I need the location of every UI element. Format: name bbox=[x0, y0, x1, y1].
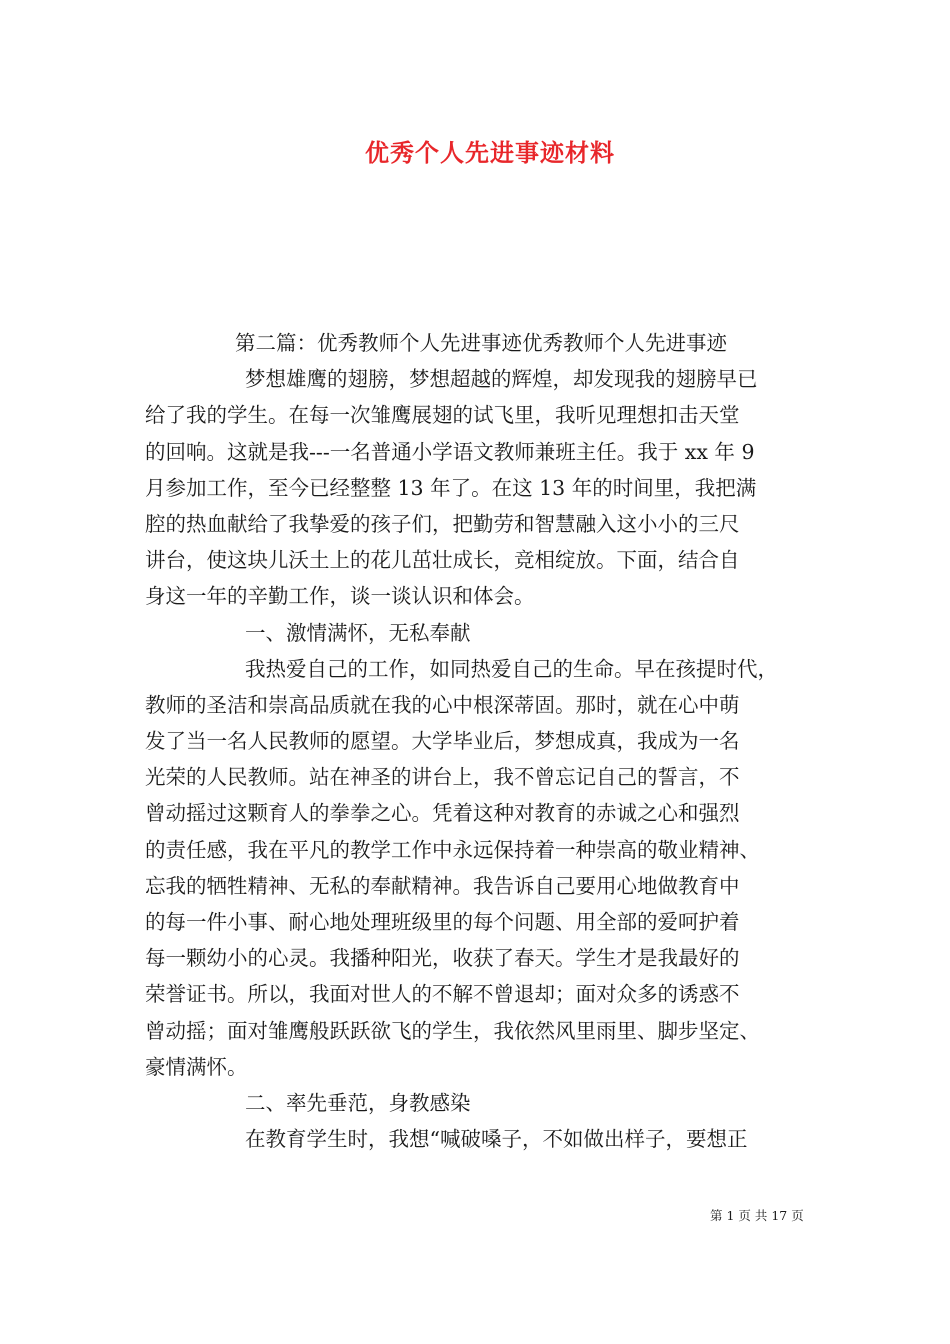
paragraph-line: 忘我的牺牲精神、无私的奉献精神。我告诉自己要用心地做教育中 bbox=[145, 873, 740, 898]
paragraph-line: 身这一年的辛勤工作，谈一谈认识和体会。 bbox=[145, 584, 535, 609]
paragraph-line: 发了当一名人民教师的愿望。大学毕业后，梦想成真，我成为一名 bbox=[145, 729, 740, 754]
page-footer: 第 1 页 共 17 页 bbox=[710, 1208, 804, 1223]
paragraph-line: 的回响。这就是我---一名普通小学语文教师兼班主任。我于 xx 年 9 bbox=[145, 439, 755, 464]
paragraph-line: 在教育学生时，我想“喊破嗓子，不如做出样子，要想正 bbox=[245, 1127, 748, 1152]
document-title: 优秀个人先进事迹材料 bbox=[365, 138, 615, 167]
paragraph-line: 月参加工作，至今已经整整 13 年了。在这 13 年的时间里，我把满 bbox=[145, 475, 757, 500]
paragraph-line: 曾动摇；面对雏鹰般跃跃欲飞的学生，我依然风里雨里、脚步坚定、 bbox=[145, 1018, 760, 1043]
paragraph-line: 的每一件小事、耐心地处理班级里的每个问题、用全部的爱呵护着 bbox=[145, 910, 740, 934]
paragraph-line: 给了我的学生。在每一次雏鹰展翅的试飞里，我听见理想扣击天堂 bbox=[145, 403, 740, 428]
paragraph-line: 梦想雄鹰的翅膀，梦想超越的辉煌，却发现我的翅膀早已 bbox=[245, 367, 758, 392]
paragraph-line: 第二篇：优秀教师个人先进事迹优秀教师个人先进事迹 bbox=[235, 331, 727, 355]
section-heading: 一、激情满怀，无私奉献 bbox=[245, 620, 471, 645]
paragraph-line: 教师的圣洁和崇高品质就在我的心中根深蒂固。那时，就在心中萌 bbox=[145, 692, 740, 717]
paragraph-line: 曾动摇过这颗育人的拳拳之心。凭着这种对教育的赤诚之心和强烈 bbox=[145, 801, 740, 826]
paragraph-line: 讲台，使这块儿沃土上的花儿茁壮成长，竞相绽放。下面，结合自 bbox=[145, 548, 740, 573]
document-body bbox=[145, 325, 810, 1157]
paragraph-line: 的责任感，我在平凡的教学工作中永远保持着一种崇高的敬业精神、 bbox=[145, 837, 760, 862]
section-heading: 二、率先垂范，身教感染 bbox=[245, 1090, 471, 1115]
paragraph-line: 荣誉证书。所以，我面对世人的不解不曾退却；面对众多的诱惑不 bbox=[145, 982, 740, 1007]
paragraph-line: 我热爱自己的工作，如同热爱自己的生命。早在孩提时代， bbox=[245, 656, 778, 681]
paragraph-line: 腔的热血献给了我挚爱的孩子们，把勤劳和智慧融入这小小的三尺 bbox=[145, 511, 740, 536]
paragraph-line: 每一颗幼小的心灵。我播种阳光，收获了春天。学生才是我最好的 bbox=[145, 946, 740, 971]
paragraph-line: 豪情满怀。 bbox=[145, 1054, 248, 1079]
paragraph-line: 光荣的人民教师。站在神圣的讲台上，我不曾忘记自己的誓言，不 bbox=[145, 765, 740, 790]
